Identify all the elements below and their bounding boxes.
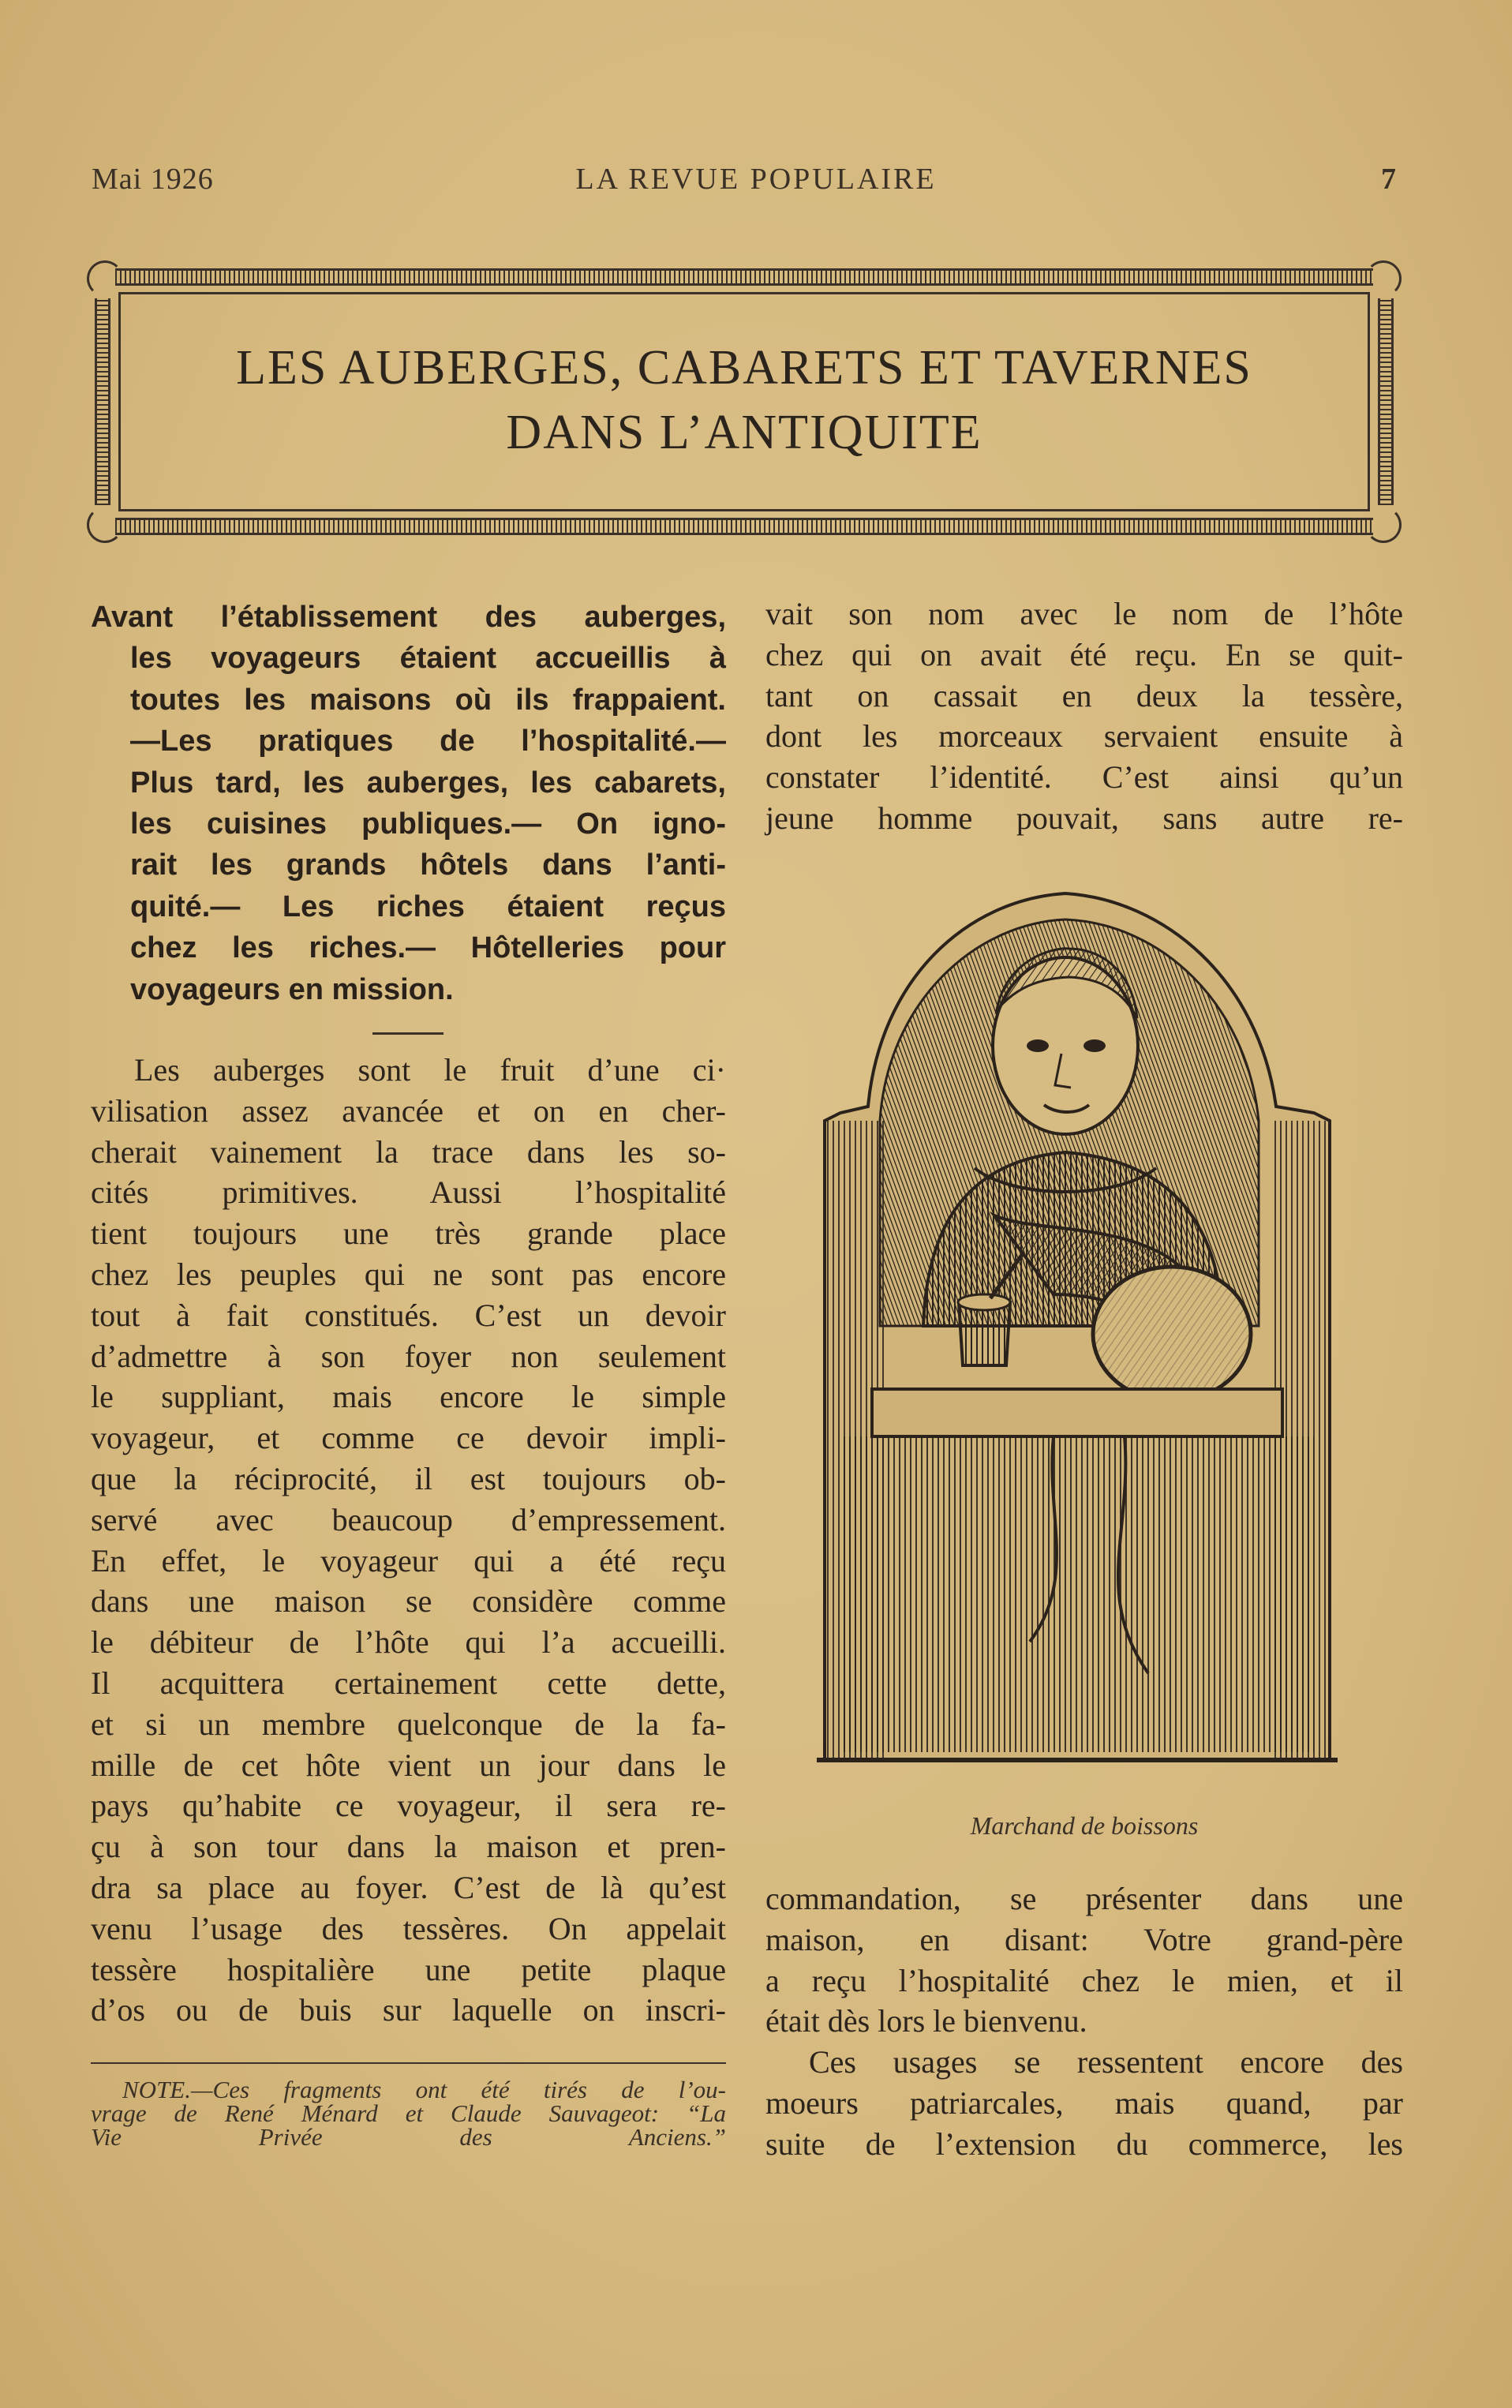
body-line: venu l’usage des tessères. On appelait xyxy=(91,1910,726,1946)
body-line: le débiteur de l’hôte qui l’a accueilli. xyxy=(91,1624,726,1661)
body-line: d’admettre à son foyer non seulement xyxy=(91,1338,726,1374)
body-line: moeurs patriarcales, mais quand, par xyxy=(765,2084,1403,2121)
summary-line: les voyageurs étaient accueillis à xyxy=(130,642,726,676)
header-date: Mai 1926 xyxy=(92,163,214,196)
body-line: tant on cassait en deux la tessère, xyxy=(765,677,1403,713)
footnote-divider xyxy=(91,2062,726,2064)
body-line: était dès lors le bienvenu. xyxy=(765,2003,1087,2039)
frame-corner-ornament xyxy=(87,507,123,543)
body-line: Ces usages se ressentent encore des xyxy=(809,2044,1403,2080)
body-line: dont les morceaux servaient ensuite à xyxy=(765,718,1403,755)
body-line: dans une maison se considère comme xyxy=(91,1583,726,1620)
summary-line: Plus tard, les auberges, les cabarets, xyxy=(130,766,726,800)
body-line: que la réciprocité, il est toujours ob- xyxy=(91,1460,726,1496)
article-title-line: DANS L’ANTIQUITE xyxy=(506,406,982,459)
body-line: tout à fait constitués. C’est un devoir xyxy=(91,1297,726,1333)
summary-line: Avant l’établissement des auberges, xyxy=(91,601,726,634)
body-line: vilisation assez avancée et on en cher- xyxy=(91,1092,726,1129)
frame-top-border xyxy=(115,268,1373,286)
summary-line: rait les grands hôtels dans l’anti- xyxy=(130,848,726,882)
body-line: maison, en disant: Votre grand-père xyxy=(765,1921,1403,1957)
body-line: tessère hospitalière une petite plaque xyxy=(91,1951,726,1987)
frame-corner-ornament xyxy=(1365,507,1402,543)
body-line: tient toujours une très grande place xyxy=(91,1215,726,1252)
summary-divider xyxy=(372,1032,443,1035)
frame-right-border xyxy=(1378,298,1394,505)
body-line: chez les peuples qui ne sont pas encore xyxy=(91,1256,726,1292)
article-title xyxy=(134,335,1354,465)
title-frame xyxy=(87,260,1402,543)
summary-line: les cuisines publiques.— On igno- xyxy=(130,807,726,841)
body-line: vait son nom avec le nom de l’hôte xyxy=(765,596,1403,631)
page-number: 7 xyxy=(1381,163,1397,196)
body-line: jeune homme pouvait, sans autre re- xyxy=(765,800,1403,836)
summary-line: toutes les maisons où ils frappaient. xyxy=(130,683,726,717)
body-line: En effet, le voyageur qui a été reçu xyxy=(91,1542,726,1578)
frame-corner-ornament xyxy=(1365,260,1402,297)
right-column-body-top xyxy=(765,594,1403,839)
summary-line: voyageurs en mission. xyxy=(130,972,454,1006)
body-line: suite de l’extension du commerce, les xyxy=(765,2125,1403,2162)
summary-line: chez les riches.— Hôtelleries pour xyxy=(130,931,726,965)
right-column-body-bottom xyxy=(765,1878,1403,2165)
article-summary xyxy=(91,597,726,1010)
body-line: constater l’identité. C’est ainsi qu’un xyxy=(765,759,1403,796)
figure-caption: Marchand de boissons xyxy=(970,1811,1199,1840)
footnote xyxy=(91,2078,726,2149)
body-line: dra sa place au foyer. C’est de là qu’est xyxy=(91,1869,726,1905)
body-line: cités primitives. Aussi l’hospitalité xyxy=(91,1174,726,1211)
engraving-illustration xyxy=(793,884,1361,1799)
body-line: Les auberges sont le fruit d’une ci· xyxy=(134,1052,726,1088)
body-line: chez qui on avait été reçu. En se quit- xyxy=(765,636,1403,672)
footnote-line: NOTE.—Ces fragments ont été tirés de l’ou- xyxy=(122,2076,726,2103)
frame-bottom-border xyxy=(115,518,1373,535)
journal-title: LA REVUE POPULAIRE xyxy=(575,163,937,196)
body-line: d’os ou de buis sur laquelle on inscri- xyxy=(91,1992,726,2028)
body-line: cherait vainement la trace dans les so- xyxy=(91,1133,726,1170)
body-line: servé avec beaucoup d’empressement. xyxy=(91,1501,726,1537)
article-title-line: LES AUBERGES, CABARETS ET TAVERNES xyxy=(236,341,1252,395)
footnote-line: vrage de René Ménard et Claude Sauvageot: “La xyxy=(91,2099,726,2127)
body-line: a reçu l’hospitalité chez le mien, et il xyxy=(765,1962,1403,1998)
body-line: le suppliant, mais encore le simple xyxy=(91,1379,726,1415)
body-line: et si un membre quelconque de la fa- xyxy=(91,1706,726,1742)
body-line: Il acquittera certainement cette dette, xyxy=(91,1665,726,1701)
body-line: commandation, se présenter dans une xyxy=(765,1881,1403,1916)
frame-left-border xyxy=(95,298,110,505)
body-line: çu à son tour dans la maison et pren- xyxy=(91,1829,726,1865)
footnote-line: Vie Privée des Anciens.” xyxy=(91,2123,726,2151)
body-line: voyageur, et comme ce devoir impli- xyxy=(91,1420,726,1456)
body-line: mille de cet hôte vient un jour dans le xyxy=(91,1747,726,1783)
body-line: pays qu’habite ce voyageur, il sera re- xyxy=(91,1788,726,1824)
summary-line: —Les pratiques de l’hospitalité.— xyxy=(130,725,726,758)
summary-line: quité.— Les riches étaient reçus xyxy=(130,889,726,923)
left-column-body xyxy=(91,1050,726,2031)
